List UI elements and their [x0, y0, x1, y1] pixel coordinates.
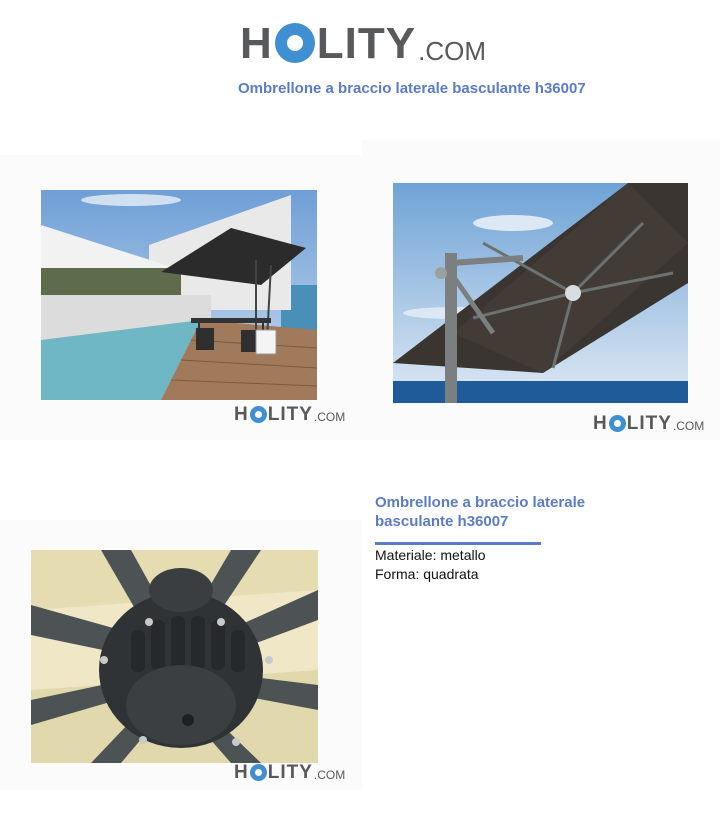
watermark-logo-1 — [234, 405, 345, 424]
logo-domain: .COM — [313, 768, 346, 782]
logo-letters: LITY — [626, 413, 672, 434]
holity-logo[interactable] — [240, 14, 486, 66]
logo-letter-h: H — [240, 19, 273, 68]
hub-closeup-image — [31, 550, 318, 763]
logo-letter-h: H — [234, 404, 249, 425]
watermark-logo-2 — [593, 414, 704, 433]
product-title: Ombrellone a braccio laterale basculante h36007 — [375, 494, 586, 530]
logo-letters: LITY — [267, 404, 313, 425]
sea-view-photo[interactable] — [393, 183, 688, 403]
logo-o-icon — [250, 764, 267, 781]
logo-domain: .COM — [672, 419, 705, 433]
hub-closeup-photo[interactable] — [31, 550, 318, 763]
logo-letter-h: H — [234, 762, 249, 783]
watermark-logo-3 — [234, 763, 345, 782]
logo-letters: LITY — [267, 762, 313, 783]
logo-o-icon — [250, 406, 267, 423]
terrace-photo[interactable] — [41, 190, 317, 400]
logo-o-icon — [275, 23, 315, 63]
page-title: Ombrellone a braccio laterale basculante h36007 — [238, 80, 586, 97]
spec-shape: Forma: quadrata — [375, 566, 479, 582]
spec-material: Materiale: metallo — [375, 547, 486, 563]
logo-domain: .COM — [418, 36, 486, 66]
sea-view-image — [393, 183, 688, 403]
logo-letter-h: H — [593, 413, 608, 434]
logo-letters: LITY — [316, 19, 417, 68]
logo-domain: .COM — [313, 410, 346, 424]
title-divider — [375, 542, 541, 545]
terrace-image — [41, 190, 317, 400]
logo-o-icon — [609, 415, 626, 432]
